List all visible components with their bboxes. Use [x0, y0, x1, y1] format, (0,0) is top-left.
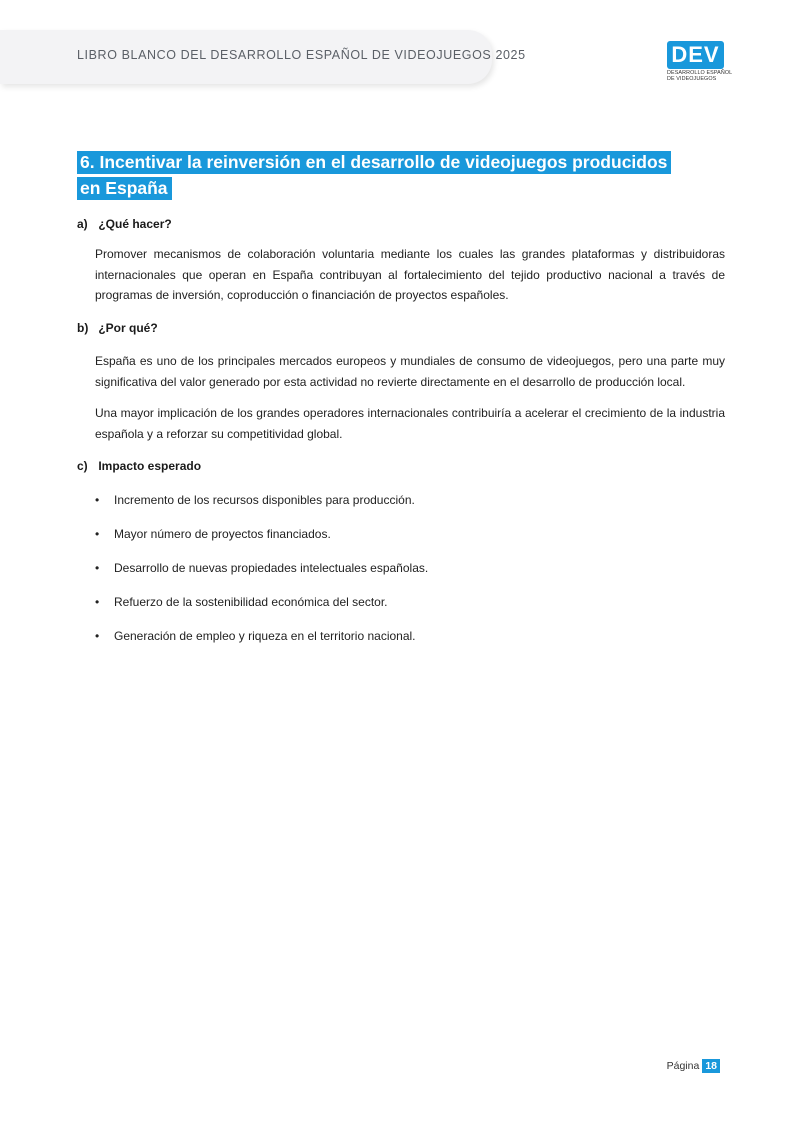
list-item-text: Refuerzo de la sostenibilidad económica del sector. [114, 595, 388, 609]
page-footer [620, 1059, 720, 1073]
logo-line-1: DESARROLLO ESPAÑOL [667, 70, 733, 76]
bullet-icon: • [95, 527, 100, 541]
logo-mark: DEV [667, 41, 724, 69]
impact-list [95, 490, 715, 660]
paragraph-por-que-2: Una mayor implicación de los grandes operadores internacionales contribuiría a acelerar el crecimiento de la industria española y a reforzar su competitividad global. [95, 406, 725, 441]
subheading-que-hacer [77, 217, 172, 231]
section-heading-line-2: en España [77, 177, 172, 200]
document-title: LIBRO BLANCO DEL DESARROLLO ESPAÑOL DE VIDEOJUEGOS 2025 [77, 48, 526, 62]
logo-line-2: DE VIDEOJUEGOS [667, 76, 717, 82]
subheading-impacto-esperado [77, 459, 201, 473]
list-item [95, 558, 715, 592]
list-item [95, 626, 715, 660]
section-heading-line-1: 6. Incentivar la reinversión en el desarrollo de videojuegos producidos [77, 151, 671, 174]
page-label: Página [666, 1060, 700, 1072]
list-item [95, 524, 715, 558]
subheading-letter: c) [77, 459, 88, 473]
bullet-icon: • [95, 561, 100, 575]
subheading-letter: a) [77, 217, 88, 231]
dev-logo [667, 41, 733, 83]
subheading-por-que [77, 321, 158, 335]
subheading-title: ¿Qué hacer? [98, 217, 172, 231]
list-item [95, 592, 715, 626]
subheading-letter: b) [77, 321, 89, 335]
bullet-icon: • [95, 595, 100, 609]
subheading-title: ¿Por qué? [98, 321, 158, 335]
paragraph-por-que-1: España es uno de los principales mercados europeos y mundiales de consumo de videojuegos, pero una parte muy significativa del valor generado por esta actividad no revierte directamente en el desarrollo de producción local. [95, 354, 725, 389]
list-item [95, 490, 715, 524]
subheading-title: Impacto esperado [98, 459, 202, 473]
section-heading [77, 149, 677, 201]
list-item-text: Mayor número de proyectos financiados. [114, 527, 331, 541]
paragraph-que-hacer: Promover mecanismos de colaboración voluntaria mediante los cuales las grandes plataformas y distribuidoras internacionales que operan en España contribuyan al fortalecimiento del tejido productivo nacional a través de programas de inversión, coproducción o financiación de proyectos españoles. [95, 247, 725, 302]
list-item-text: Generación de empleo y riqueza en el territorio nacional. [114, 629, 416, 643]
bullet-icon: • [95, 629, 100, 643]
bullet-icon: • [95, 493, 100, 507]
list-item-text: Desarrollo de nuevas propiedades intelectuales españolas. [114, 561, 429, 575]
list-item-text: Incremento de los recursos disponibles para producción. [114, 493, 415, 507]
page-number: 18 [702, 1059, 720, 1073]
